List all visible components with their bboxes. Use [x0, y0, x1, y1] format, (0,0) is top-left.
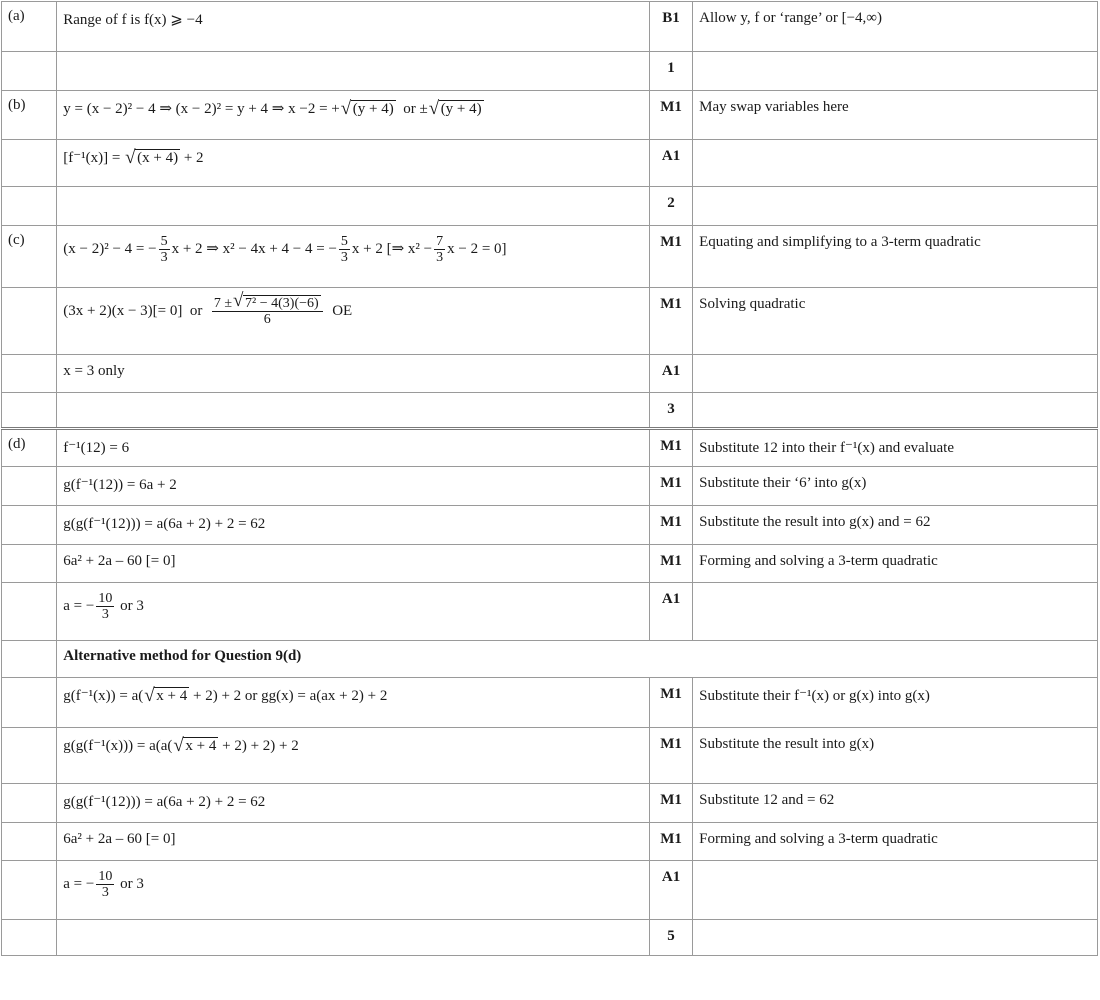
total-a: 1: [649, 52, 692, 91]
row-a-total: [2, 52, 1098, 91]
d-note-1: Substitute 12 into their f⁻¹(x) and evaluate: [693, 429, 1098, 467]
range-note: Allow y, f or ‘range’ or [−4,∞): [693, 2, 1098, 52]
row-c-3: [2, 355, 1098, 393]
row-b-total: [2, 187, 1098, 226]
d-note-4: Forming and solving a 3-term quadratic: [693, 545, 1098, 583]
row-d-alt-1: [2, 678, 1098, 728]
mark-m1: M1: [649, 429, 692, 467]
alt-step-4: 6a² + 2a – 60 [= 0]: [57, 823, 650, 861]
mark-m1: M1: [649, 226, 692, 288]
row-b-2: [2, 140, 1098, 187]
part-label-a: (a): [2, 2, 57, 52]
row-c-total: [2, 393, 1098, 429]
alt-step-3: g(g(f⁻¹(12))) = a(6a + 2) + 2 = 62: [57, 784, 650, 823]
note-solving: Solving quadratic: [693, 288, 1098, 355]
d-step-5: a = − $\frac{10}{3}$ or 3: [57, 583, 650, 641]
inverse-result: [f⁻¹(x)] = √ (x + 4) + 2: [57, 140, 650, 187]
mark-m1: M1: [649, 506, 692, 545]
alternative-method-heading: Alternative method for Question 9(d): [57, 641, 1098, 678]
d-note-3: Substitute the result into g(x) and = 62: [693, 506, 1098, 545]
part-label-c: (c): [2, 226, 57, 288]
row-b-1: [2, 91, 1098, 140]
d-step-3: g(g(f⁻¹(12))) = a(6a + 2) + 2 = 62: [57, 506, 650, 545]
note-swap-variables: May swap variables here: [693, 91, 1098, 140]
total-b: 2: [649, 187, 692, 226]
alt-step-2: g(g(f⁻¹(x))) = a(a(√ x + 4 + 2) + 2) + 2: [57, 728, 650, 784]
alt-note-2: Substitute the result into g(x): [693, 728, 1098, 784]
mark-a1: A1: [649, 140, 692, 187]
row-d-alt-heading: [2, 641, 1098, 678]
mark-m1: M1: [649, 545, 692, 583]
mark-a1: A1: [649, 583, 692, 641]
note-equating: Equating and simplifying to a 3-term quadratic: [693, 226, 1098, 288]
d-step-2: g(f⁻¹(12)) = 6a + 2: [57, 467, 650, 506]
d-step-4: 6a² + 2a – 60 [= 0]: [57, 545, 650, 583]
row-d-alt-3: [2, 784, 1098, 823]
d-step-1: f⁻¹(12) = 6: [57, 429, 650, 467]
row-d-1: [2, 429, 1098, 467]
mark-b1: B1: [649, 2, 692, 52]
mark-m1: M1: [649, 678, 692, 728]
mark-m1: M1: [649, 784, 692, 823]
row-d-alt-5: [2, 861, 1098, 920]
alt-note-1: Substitute their f⁻¹(x) or g(x) into g(x): [693, 678, 1098, 728]
mark-scheme-table: [1, 1, 1098, 956]
alt-step-1: g(f⁻¹(x)) = a(√ x + 4 + 2) + 2 or gg(x) = a(ax + 2) + 2: [57, 678, 650, 728]
alt-note-3: Substitute 12 and = 62: [693, 784, 1098, 823]
equating-working: (x − 2)² − 4 = − $\frac{5}{3}$ x + 2 ⇒ x² − 4x + 4 − 4 = − $\frac{5}{3}$ x + 2 [⇒ x² − $\frac{7}{3}$ x − 2 = 0]: [57, 226, 650, 288]
range-answer: Range of f is f(x) ⩾ −4: [57, 2, 650, 52]
row-a-answer: [2, 2, 1098, 52]
mark-m1: M1: [649, 91, 692, 140]
d-note-2: Substitute their ‘6’ into g(x): [693, 467, 1098, 506]
row-d-3: [2, 506, 1098, 545]
row-d-4: [2, 545, 1098, 583]
mark-a1: A1: [649, 861, 692, 920]
mark-m1: M1: [649, 467, 692, 506]
part-label-b: (b): [2, 91, 57, 140]
mark-a1: A1: [649, 355, 692, 393]
mark-m1: M1: [649, 823, 692, 861]
inverse-working: y = (x − 2)² − 4 ⇒ (x − 2)² = y + 4 ⇒ x −2 = +√ (y + 4) or ±√ (y + 4): [57, 91, 650, 140]
mark-m1: M1: [649, 728, 692, 784]
alt-note-4: Forming and solving a 3-term quadratic: [693, 823, 1098, 861]
row-c-1: [2, 226, 1098, 288]
row-d-alt-4: [2, 823, 1098, 861]
solving-working: (3x + 2)(x − 3)[= 0] or $\frac{\text{7 ±√ 7² − 4(3)(−6)}}{6}$ OE: [57, 288, 650, 355]
mark-m1: M1: [649, 288, 692, 355]
row-d-alt-2: [2, 728, 1098, 784]
row-d-total: [2, 920, 1098, 956]
row-d-5: [2, 583, 1098, 641]
x-answer: x = 3 only: [57, 355, 650, 393]
row-d-2: [2, 467, 1098, 506]
total-c: 3: [649, 393, 692, 429]
row-c-2: [2, 288, 1098, 355]
part-label-d: (d): [2, 429, 57, 467]
alt-step-5: a = − $\frac{10}{3}$ or 3: [57, 861, 650, 920]
total-d: 5: [649, 920, 692, 956]
